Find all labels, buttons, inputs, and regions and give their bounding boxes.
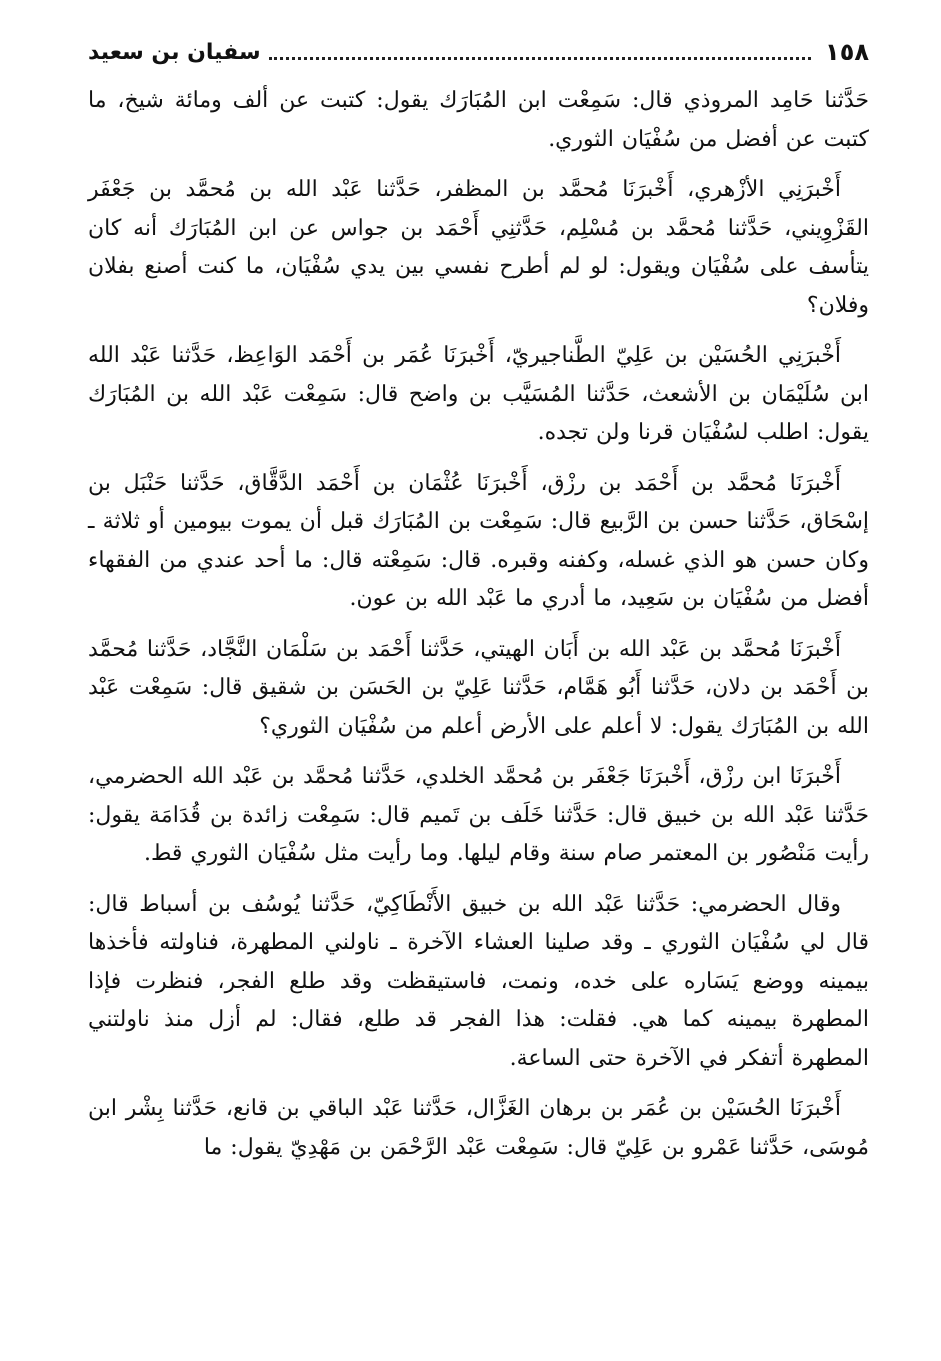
paragraph: أَخْبرَنِي الحُسَيْن بن عَلِيّ الطَّناجيريّ، أَخْبرَنَا عُمَر بن أَحْمَد الوَاعِظ، حَدَّثنا عَبْد الله ابن سُلَيْمَان بن الأشعث، حَدَّثنا المُسَيَّب بن واضح قال: سَمِعْت عَبْد الله بن المُبَارَك يقول: اطلب لسُفْيَان قرنا ولن تجده. [88,343,869,445]
paragraph: أَخْبرَنَا مُحمَّد بن أَحْمَد بن رزْق، أَخْبرَنَا عُثْمَان بن أَحْمَد الدَّقَّاق، حَدَّثنا حَنْبَل بن إسْحَاق، حَدَّثنا حسن بن الرَّبيع قال: سَمِعْت بن المُبَارَك قبل أن يموت بيومين أو ثلاثة ـ وكان حسن هو الذي غسله، وكفنه وقبره. قال: سَمِعْته قال: ما أحد عندي من الفقهاء أفضل من سُفْيَان بن سَعِيد، ما أدري ما عَبْد الله بن عون. [88,470,869,611]
page-header [88,30,869,74]
page-number: ١٥٨ [825,38,869,66]
running-title: سفيان بن سعيد [88,39,261,65]
paragraph: أَخْبرَنَا مُحمَّد بن عَبْد الله بن أَبَان الهيتي، حَدَّثنا أَحْمَد بن سَلْمَان النَّجَّاد، حَدَّثنا مُحمَّد بن أَحْمَد بن دلان، حَدَّثنا أَبُو هَمَّام، حَدَّثنا عَلِيّ بن الحَسَن بن شقيق قال: سَمِعْت عَبْد الله بن المُبَارَك يقول: لا أعلم على الأرض أعلم من سُفْيَان الثوري؟ [88,636,869,739]
page-body [88,82,869,1341]
paragraph: حَدَّثنا حَامِد المروذي قال: سَمِعْت ابن المُبَارَك يقول: كتبت عن ألف ومائة شيخ، ما كتبت عن أفضل من سُفْيَان الثوري. [88,88,869,152]
paragraph: أَخْبرَنَا ابن رزْق، أَخْبرَنَا جَعْفَر بن مُحمَّد الخلدي، حَدَّثنا مُحمَّد بن عَبْد الله الحضرمي، حَدَّثنا عَبْد الله بن خبيق قال: حَدَّثنا خَلَف بن تَميم قال: سَمِعْت زائدة بن قُدَامَة يقول: رأيت مَنْصُور بن المعتمر صام سنة وقام ليلها. وما رأيت مثل سُفْيَان الثوري قط. [88,764,869,866]
dotted-leader [269,57,811,60]
paragraph: وقال الحضرمي: حَدَّثنا عَبْد الله بن خبيق الأَنْطَاكِيّ، حَدَّثنا يُوسُف بن أسباط قال: قال لي سُفْيَان الثوري ـ وقد صلينا العشاء الآخرة ـ ناولني المطهرة، فناولته فأخذها بيمينه ووضع يَسَاره على خده، ونمت، فاستيقظت وقد طلع الفجر، فنظرت فإذا المطهرة بيمينه كما هي. فقلت: هذا الفجر قد طلع، فقال: لم أزل منذ ناولتني المطهرة أتفكر في الآخرة حتى الساعة. [88,891,869,1071]
paragraph: أَخْبرَنَا الحُسَيْن بن عُمَر بن برهان الغَزَّال، حَدَّثنا عَبْد الباقي بن قانع، حَدَّثنا بِشْر ابن مُوسَى، حَدَّثنا عَمْرو بن عَلِيّ قال: سَمِعْت عَبْد الرَّحْمَن بن مَهْدِيّ يقول: ما [88,1096,869,1160]
paragraph: أَخْبرَنِي الأزْهري، أَخْبرَنَا مُحمَّد بن المظفر، حَدَّثنا عَبْد الله بن مُحمَّد بن جَعْفَر القَزْوِيني، حَدَّثنا مُحمَّد بن مُسْلِم، حَدَّثنِي أَحْمَد بن جواس عن ابن المُبَارَك أنه كان يتأسف على سُفْيَان ويقول: لو لم أطرح نفسي بين يدي سُفْيَان، ما كنت أصنع بفلان وفلان؟ [88,177,869,318]
